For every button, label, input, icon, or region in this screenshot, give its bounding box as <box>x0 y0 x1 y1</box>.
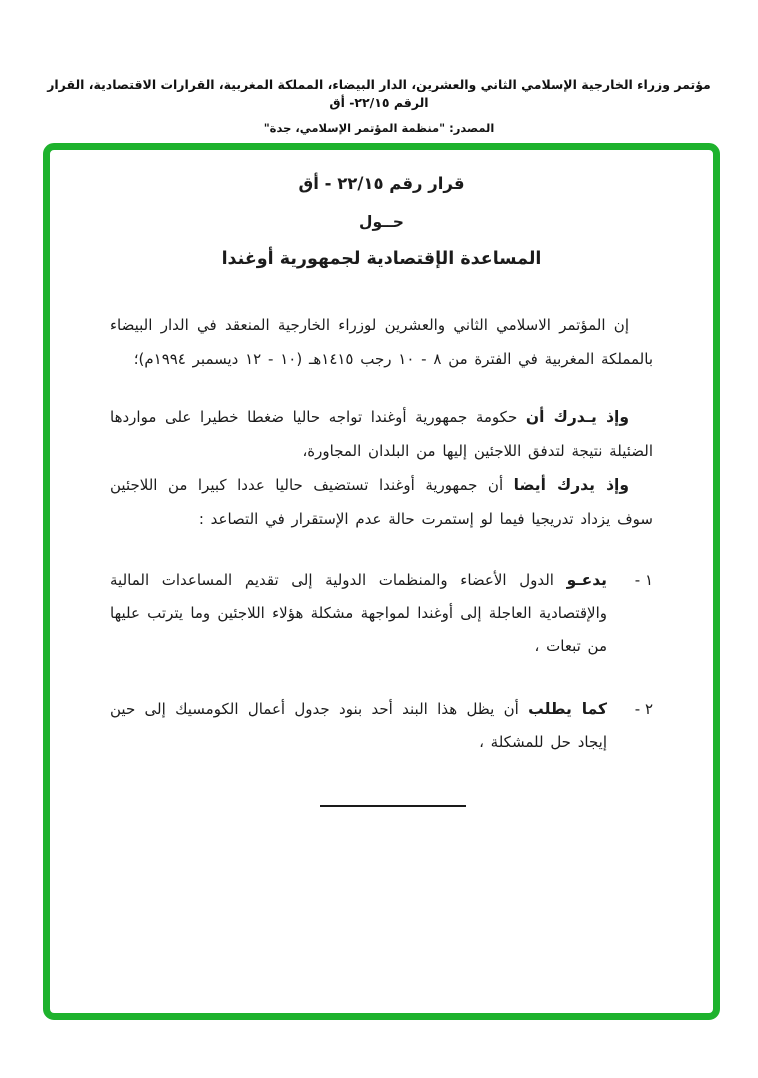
item-lead: كما يطلب <box>528 700 607 718</box>
citation-header <box>30 76 728 136</box>
preamble-paragraph-3 <box>110 468 653 536</box>
item-body <box>110 693 607 759</box>
preamble-paragraph-2 <box>110 400 653 468</box>
item-number: ٢ - <box>634 700 653 718</box>
item-number: ١ - <box>634 571 653 589</box>
paragraph-lead: وإذ يدرك أيضا <box>513 476 629 494</box>
item-text: الدول الأعضاء والمنظمات الدولية إلى تقديم المساعدات المالية والإقتصادية العاجلة إلى أوغندا لمواجهة مشكلة هؤلاء اللاجئين وما يترتب عليها من تبعات ، <box>110 571 607 655</box>
item-text: أن يظل هذا البند أحد بنود جدول أعمال الكومسيك إلى حين إيجاد حل للمشكلة ، <box>110 700 607 751</box>
end-separator-line <box>320 805 466 807</box>
paragraph-lead: وإذ يـدرك أن <box>525 408 629 426</box>
title-about-word: حــول <box>359 213 404 231</box>
item-body <box>110 564 607 663</box>
resolution-subject-title: المساعدة الإقتصادية لجمهورية أوغندا <box>221 249 542 269</box>
operative-item-1 <box>110 564 653 663</box>
paragraph-text: إن المؤتمر الاسلامي الثاني والعشرين لوزراء الخارجية المنعقد في الدار البيضاء بالمملكة المغربية في الفترة من ٨ - ١٠ رجب ١٤١٥هـ (١٠ - ١٢ ديسمبر ١٩٩٤م)؛ <box>110 316 653 368</box>
resolution-number-title: قرار رقم ٢٢/١٥ - أق <box>298 174 465 193</box>
preamble-paragraph-1 <box>110 308 653 376</box>
paragraph-text: حكومة جمهورية أوغندا تواجه حاليا ضغطا خطيرا على مواردها الضئيلة نتيجة لتدفق اللاجئين إليها من البلدان المجاورة، <box>110 408 653 460</box>
citation-line: مؤتمر وزراء الخارجية الإسلامي الثاني والعشرين، الدار البيضاء، المملكة المغربية، القرارات الاقتصادية، القرار الرقم ٢٢/١٥- أق <box>47 77 711 110</box>
item-lead: يدعـو <box>566 571 607 589</box>
source-line: المصدر: "منظمة المؤتمر الإسلامي، جدة" <box>263 121 495 135</box>
document-green-frame <box>43 143 720 1020</box>
paragraph-text: أن جمهورية أوغندا تستضيف حاليا عددا كبيرا من اللاجئين سوف يزداد تدريجيا فيما لو إستمرت حالة عدم الإستقرار في التصاعد : <box>110 476 653 528</box>
operative-item-2 <box>110 693 653 759</box>
title-block <box>110 172 653 272</box>
